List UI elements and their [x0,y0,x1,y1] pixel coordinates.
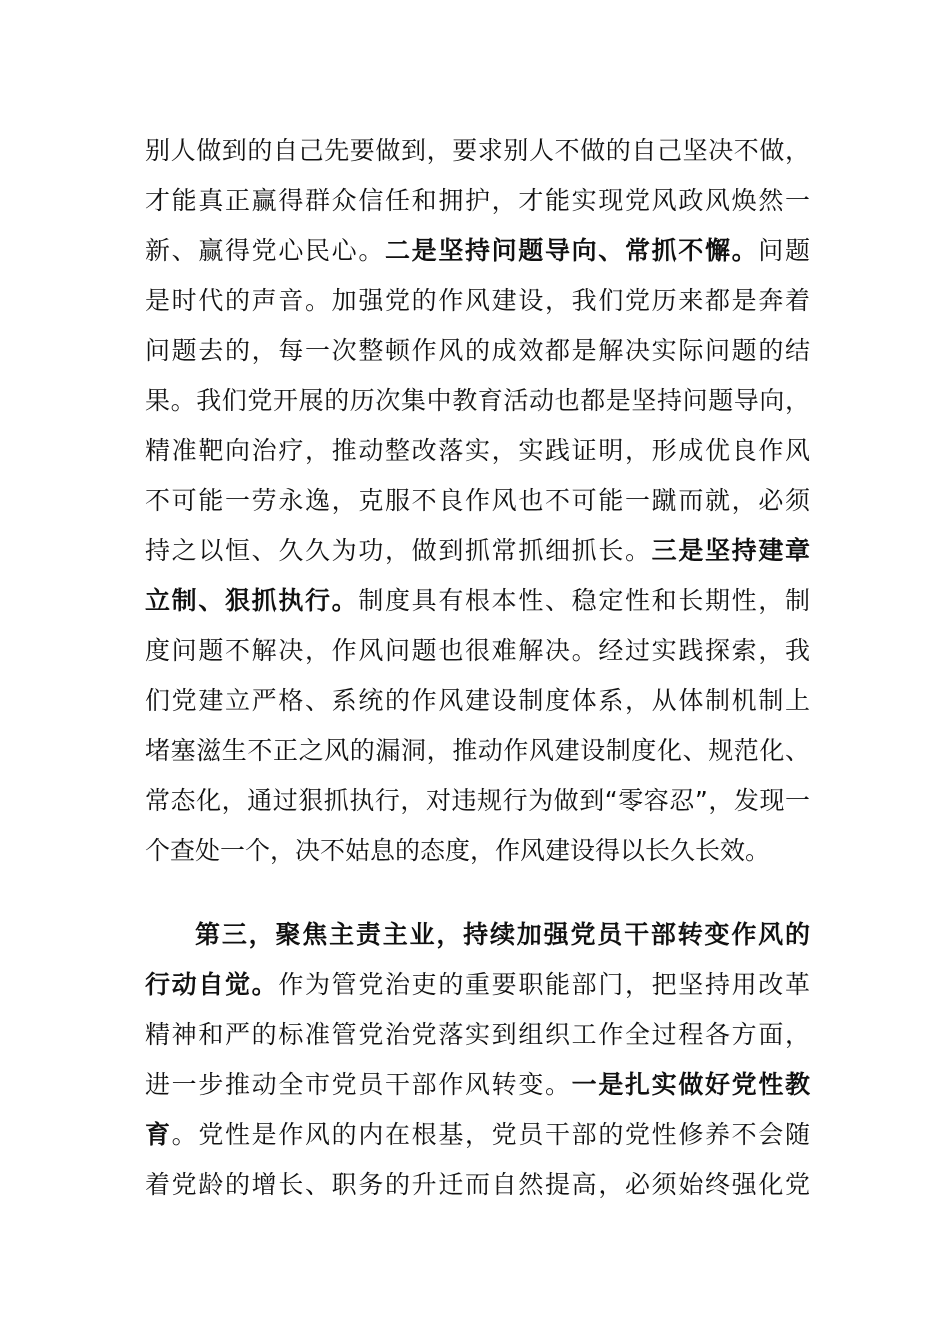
text-line [145,626,810,676]
text-segment: 堵塞滋生不正之风的漏洞，推动作风建设制度化、规范化、 [145,736,811,765]
bold-text-segment: 一是扎实做好党性教 [571,1070,812,1099]
bold-text-segment: 育 [145,1120,172,1149]
text-segment: 精神和严的标准管党治党落实到组织工作全过程各方面， [145,1020,812,1049]
text-segment: 们党建立严格、系统的作风建设制度体系，从体制机制上 [145,686,812,715]
bold-text-segment: 第三，聚焦主责主业，持续加强党员干部转变作风的 [195,920,812,949]
text-line [145,1160,810,1210]
text-line [145,676,810,726]
text-segment: 问题 [758,236,812,265]
text-line [145,426,810,476]
text-segment: 着党龄的增长、职务的升迁而自然提高，必须始终强化党 [145,1170,812,1199]
text-line [145,1010,810,1060]
text-segment: 不可能一劳永逸，克服不良作风也不可能一蹴而就，必须 [145,486,812,515]
text-line [145,176,810,226]
text-line [145,276,810,326]
text-segment: 个查处一个，决不姑息的态度，作风建设得以长久长效。 [145,836,771,865]
text-line [145,1060,810,1110]
paragraph-1 [145,126,810,876]
text-segment: 别人做到的自己先要做到，要求别人不做的自己坚决不做， [145,136,811,165]
text-segment: 持之以恒、久久为功，做到抓常抓细抓长。 [145,536,652,565]
bold-text-segment: 二是坚持问题导向、常抓不懈。 [384,236,759,265]
bold-text-segment: 行动自觉。 [145,970,279,999]
text-line [145,126,810,176]
text-line [145,726,810,776]
text-line [145,376,810,426]
text-line [145,910,810,960]
text-segment: 。党性是作风的内在根基，党员干部的党性修养不会随 [171,1120,812,1149]
text-line [145,960,810,1010]
text-segment: 精准靶向治疗，推动整改落实，实践证明，形成优良作风 [145,436,812,465]
text-segment: 常态化，通过狠抓执行，对违规行为做到“零容忍”，发现一 [145,786,811,815]
text-segment: 进一步推动全市党员干部作风转变。 [145,1070,572,1099]
text-segment: 才能真正赢得群众信任和拥护，才能实现党风政风焕然一 [145,186,812,215]
text-segment: 制度具有根本性、稳定性和长期性，制 [358,586,812,615]
text-line [145,526,810,576]
text-line [145,326,810,376]
text-segment: 作为管党治吏的重要职能部门，把坚持用改革 [278,970,812,999]
text-line [145,226,810,276]
bold-text-segment: 立制、狠抓执行。 [145,586,359,615]
text-segment: 问题去的，每一次整顿作风的成效都是解决实际问题的结 [145,336,812,365]
text-segment: 新、赢得党心民心。 [145,236,385,265]
paragraph-2 [145,910,810,1210]
text-segment: 度问题不解决，作风问题也很难解决。经过实践探索，我 [145,636,812,665]
text-segment: 果。我们党开展的历次集中教育活动也都是坚持问题导向， [145,386,811,415]
text-segment: 是时代的声音。加强党的作风建设，我们党历来都是奔着 [145,286,812,315]
text-line [145,576,810,626]
bold-text-segment: 三是坚持建章 [651,536,812,565]
text-line [145,776,810,826]
text-line [145,826,810,876]
text-line [145,1110,810,1160]
text-line [145,476,810,526]
